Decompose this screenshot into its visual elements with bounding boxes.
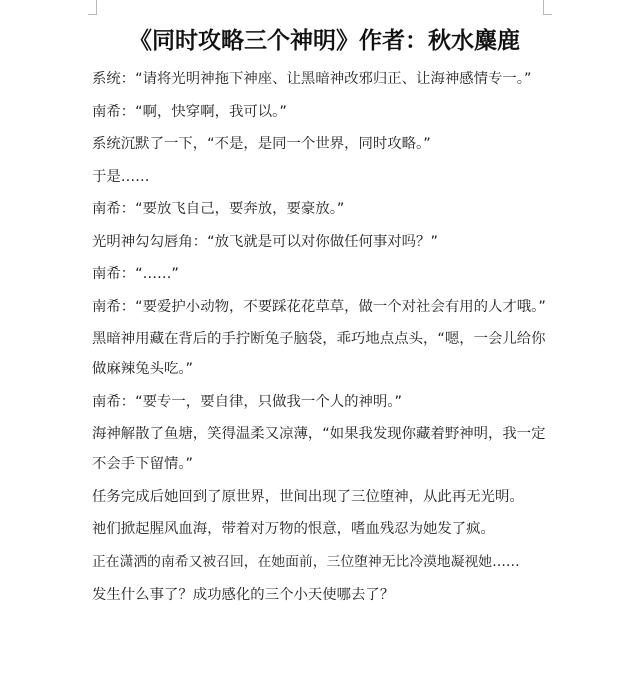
paragraph: 任务完成后她回到了原世界，世间出现了三位堕神，从此再无光明。	[92, 488, 524, 505]
paragraph: 南希：“啊，快穿啊，我可以。”	[92, 103, 287, 120]
paragraph: 光明神勾勾唇角：“放飞就是可以对你做任何事对吗？”	[92, 233, 438, 250]
paragraph: 南希：“要爱护小动物，不要踩花花草草，做一个对社会有用的人才哦。”	[92, 298, 546, 315]
paragraph: 于是……	[92, 168, 150, 185]
paragraph: 祂们掀起腥风血海，带着对万物的恨意，嗜血残忍为她发了疯。	[92, 521, 495, 537]
document-body	[92, 64, 557, 610]
paragraph: 南希：“……”	[92, 266, 179, 282]
paragraph: 海神解散了鱼塘，笑得温柔又凉薄，“如果我发现你藏着野神明，我一定不会手下留情。”	[92, 426, 546, 472]
paragraph: 系统：“请将光明神拖下神座、让黑暗神改邪归正、让海神感情专一。”	[92, 71, 532, 87]
paragraph: 南希：“要专一，要自律，只做我一个人的神明。”	[92, 393, 402, 410]
paragraph: 系统沉默了一下，“不是，是同一个世界，同时攻略。”	[92, 136, 431, 152]
paragraph: 发生什么事了？成功感化的三个小天使哪去了？	[92, 586, 395, 603]
paragraph: 正在潇洒的南希又被召回，在她面前，三位堕神无比冷漠地凝视她……	[92, 553, 520, 570]
document-page	[92, 0, 557, 610]
paragraph: 南希：“要放飞自己，要奔放，要豪放。”	[92, 201, 345, 217]
document-title: 《同时攻略三个神明》作者：秋水麋鹿	[129, 28, 520, 54]
paragraph: 黑暗神用藏在背后的手拧断兔子脑袋，乖巧地点点头，“嗯，一会儿给你做麻辣兔头吃。”	[92, 331, 546, 377]
